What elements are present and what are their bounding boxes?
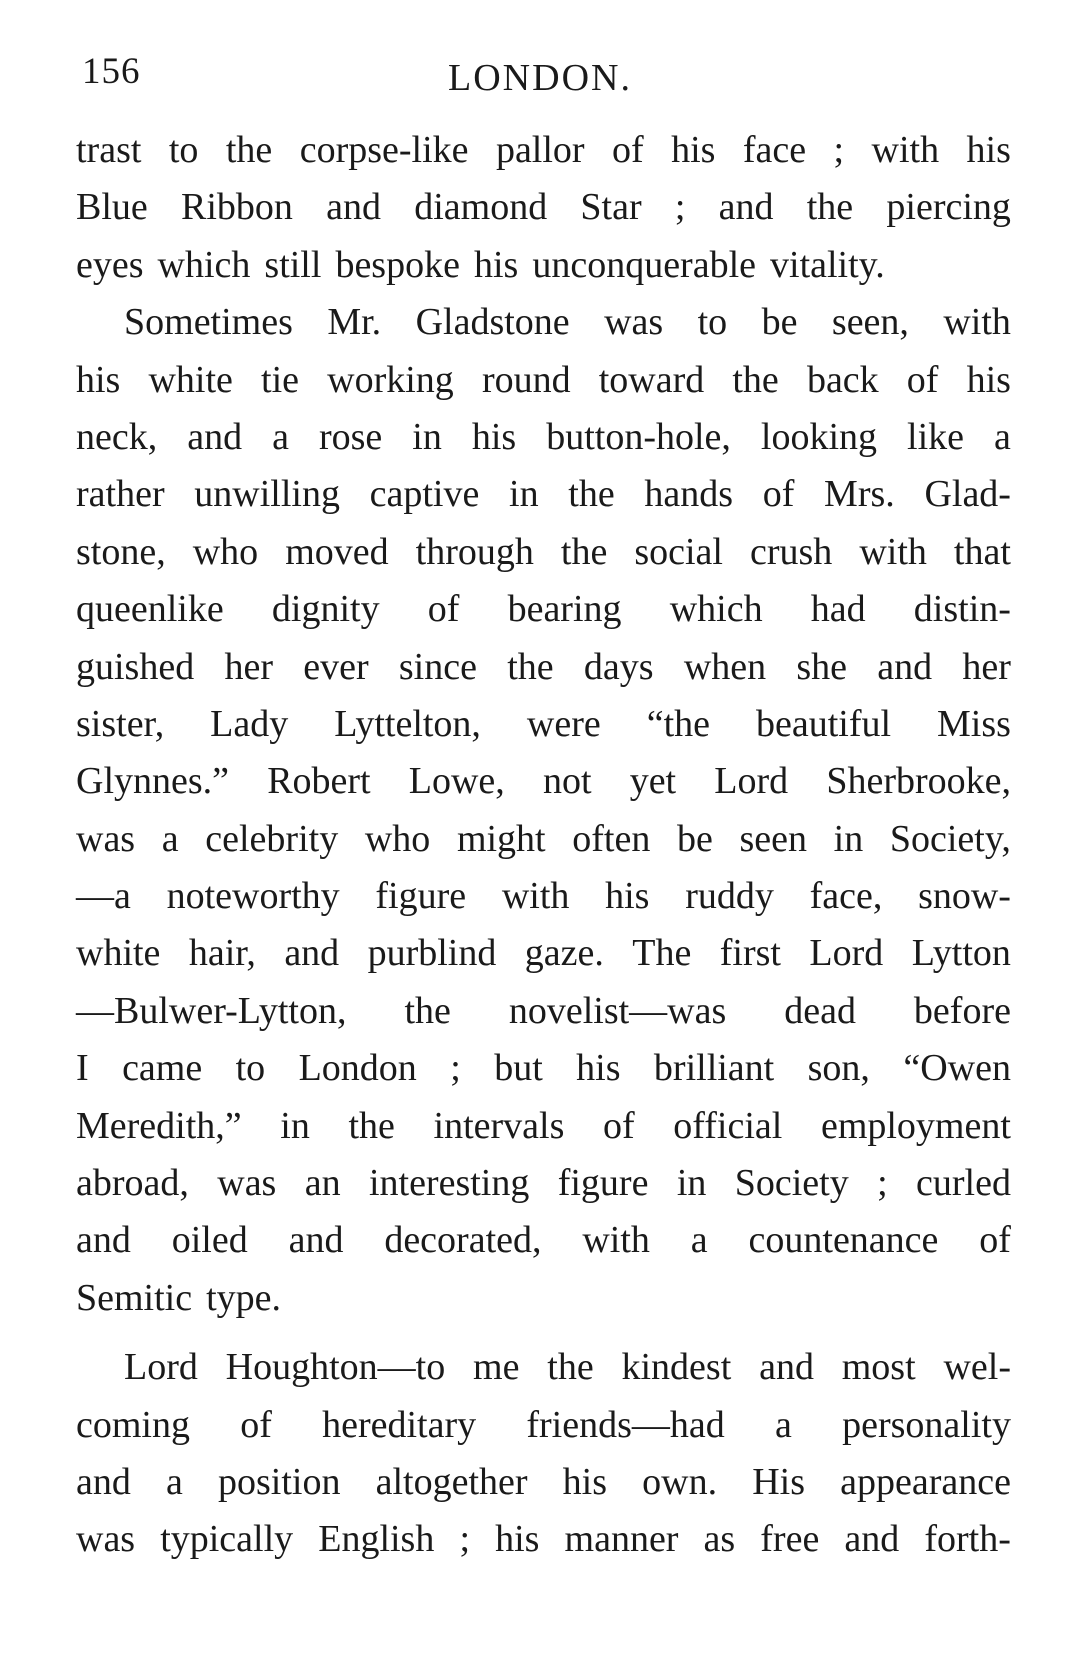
text-line: Sometimes Mr. Gladstone was to be seen, with bbox=[124, 301, 1011, 344]
text-line: Semitic type. bbox=[76, 1276, 282, 1319]
text-line: neck, and a rose in his button-hole, looking like a bbox=[76, 415, 1011, 458]
body-text bbox=[76, 122, 1011, 1569]
text-line: Meredith,” in the intervals of official employment bbox=[76, 1104, 1011, 1147]
text-line: rather unwilling captive in the hands of Mrs. Glad- bbox=[76, 473, 1011, 516]
text-line: trast to the corpse-like pallor of his face ; with his bbox=[76, 129, 1011, 171]
paragraph bbox=[76, 1339, 1011, 1569]
text-line: eyes which still bespoke his unconquerable vitality. bbox=[76, 243, 885, 286]
text-line: and a position altogether his own. His appearance bbox=[76, 1460, 1011, 1503]
text-line: Lord Houghton—to me the kindest and most wel- bbox=[124, 1346, 1011, 1389]
paragraph bbox=[76, 294, 1011, 1327]
text-line: queenlike dignity of bearing which had distin- bbox=[76, 588, 1011, 631]
text-line: I came to London ; but his brilliant son, “Owen bbox=[76, 1047, 1011, 1090]
text-line: Blue Ribbon and diamond Star ; and the piercing bbox=[76, 186, 1011, 229]
paragraph bbox=[76, 122, 1011, 294]
text-line: his white tie working round toward the back of his bbox=[76, 358, 1011, 401]
text-line: abroad, was an interesting figure in Society ; curled bbox=[76, 1162, 1011, 1205]
page-number: 156 bbox=[82, 51, 141, 92]
text-line: was typically English ; his manner as free and forth- bbox=[76, 1518, 1011, 1561]
text-line: —Bulwer-Lytton, the novelist—was dead before bbox=[76, 989, 1011, 1032]
text-line: and oiled and decorated, with a countenance of bbox=[76, 1219, 1011, 1262]
text-line: —a noteworthy figure with his ruddy face, snow- bbox=[76, 875, 1011, 918]
text-line: sister, Lady Lyttelton, were “the beautiful Miss bbox=[76, 702, 1011, 745]
text-line: Glynnes.” Robert Lowe, not yet Lord Sherbrooke, bbox=[76, 760, 1011, 803]
text-line: coming of hereditary friends—had a personality bbox=[76, 1403, 1011, 1446]
text-line: stone, who moved through the social crush with that bbox=[76, 530, 1011, 573]
running-title: LONDON. bbox=[448, 57, 632, 99]
text-line: was a celebrity who might often be seen in Society, bbox=[76, 817, 1011, 860]
text-line: white hair, and purblind gaze. The first Lord Lytton bbox=[76, 932, 1011, 975]
text-line: guished her ever since the days when she and her bbox=[76, 645, 1011, 688]
paragraph-gap bbox=[76, 1327, 1011, 1339]
